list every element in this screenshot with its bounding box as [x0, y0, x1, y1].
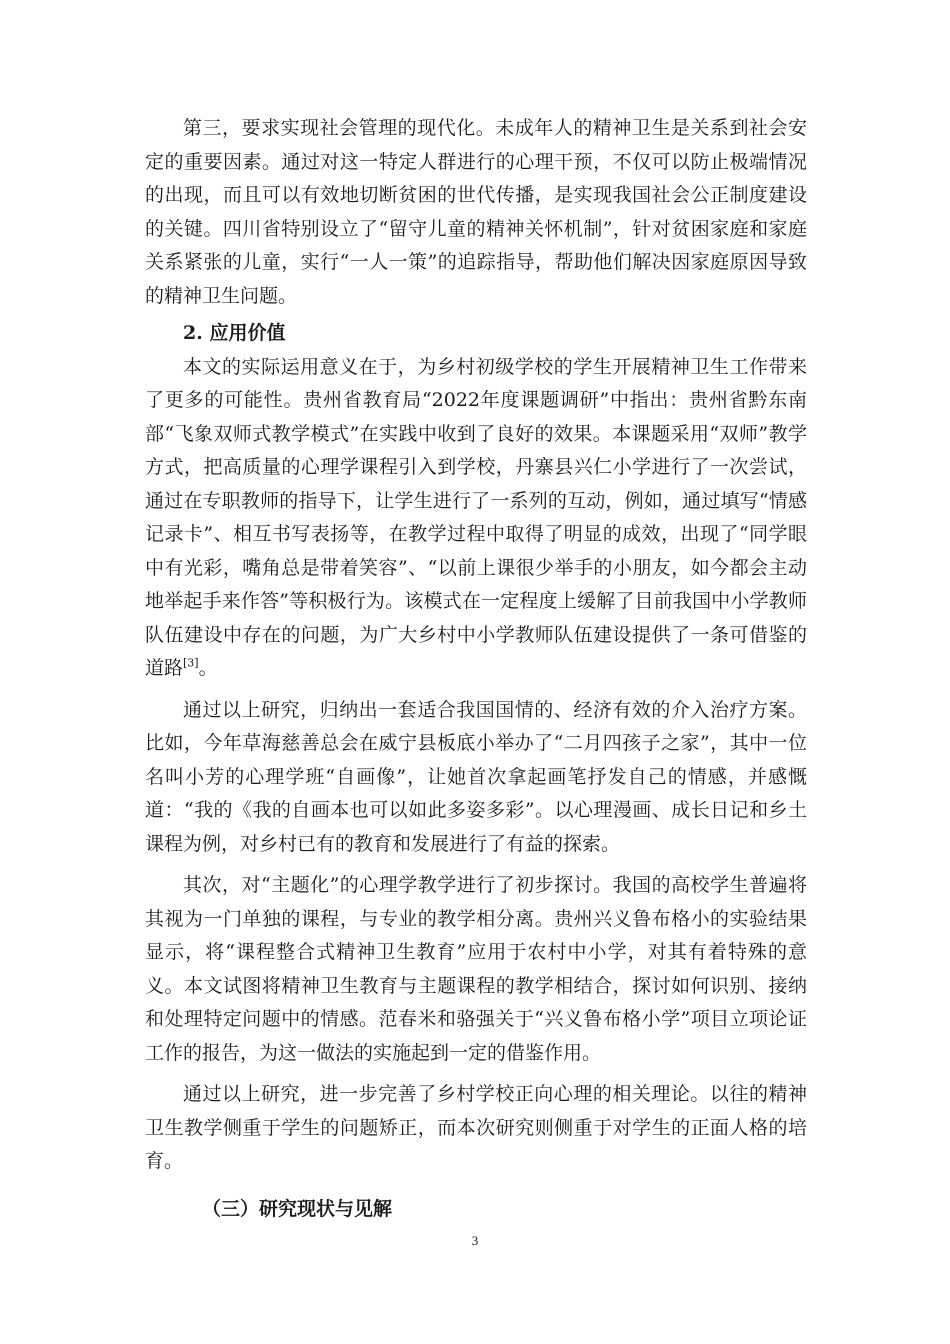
paragraph-application-end: 。: [198, 657, 218, 679]
heading-application-value: 2. 应用价值: [183, 322, 286, 344]
page-number: 3: [471, 1233, 479, 1248]
paragraph-positive-psychology: 通过以上研究，进一步完善了乡村学校正向心理的相关理论。以往的精神卫生教学侧重于学生的问题矫正，而本次研究则侧重于对学生的正面人格的培育。: [145, 1083, 807, 1172]
citation-reference[interactable]: [3]: [183, 656, 199, 670]
paragraph-application-text: 本文的实际运用意义在于，为乡村初级学校的学生开展精神卫生工作带来了更多的可能性。贵州省教育局“2022年度课题调研”中指出：贵州省黔东南部“飞象双师式教学模式”在实践中收到了良好的效果。本课题采用“双师”教学方式，把高质量的心理学课程引入到学校，丹寨县兴仁小学进行了一次尝试，通过在专职教师的指导下，让学生进行了一系列的互动，例如，通过填写“情感记录卡”、相互书写表扬等，在教学过程中取得了明显的成效，出现了“同学眼中有光彩，嘴角总是带着笑容”、“以前上课很少举手的小朋友，如今都会主动地举起手来作答”等积极行为。该模式在一定程度上缓解了目前我国中小学教师队伍建设中存在的问题，为广大乡村中小学教师队伍建设提供了一条可借鉴的道路: [145, 355, 807, 679]
document-body: [145, 112, 807, 1226]
paragraph-thematic-teaching: 其次，对“主题化”的心理学教学进行了初步探讨。我国的高校学生普遍将其视为一门单独的课程，与专业的教学相分离。贵州兴义鲁布格小的实验结果显示，将“课程整合式精神卫生教育”应用于农村中小学，对其有着特殊的意义。本文试图将精神卫生教育与主题课程的教学相结合，探讨如何识别、接纳和处理特定问题中的情感。范春米和骆强关于“兴义鲁布格小学”项目立项论证工作的报告，为这一做法的实施起到一定的借鉴作用。: [145, 874, 807, 1064]
paragraph-social-management: 第三，要求实现社会管理的现代化。未成年人的精神卫生是关系到社会安定的重要因素。通过对这一特定人群进行的心理干预，不仅可以防止极端情况的出现，而且可以有效地切断贫困的世代传播，是实现我国社会公正制度建设的关键。四川省特别设立了“留守儿童的精神关怀机制”，针对贫困家庭和家庭关系紧张的儿童，实行“一人一策”的追踪指导，帮助他们解决因家庭原因导致的精神卫生问题。: [145, 117, 807, 307]
paragraph-intervention-plan: 通过以上研究，归纳出一套适合我国国情的、经济有效的介入治疗方案。比如，今年草海慈善总会在威宁县板底小举办了“二月四孩子之家”，其中一位名叫小芳的心理学班“自画像”，让她首次拿起画笔抒发自己的情感，并感慨道：“我的《我的自画本也可以如此多姿多彩”。以心理漫画、成长日记和乡土课程为例，对乡村已有的教育和发展进行了有益的探索。: [145, 698, 807, 855]
paragraph-application-meaning: [145, 351, 807, 686]
heading-research-status: （三）研究现状与见解: [202, 1197, 393, 1220]
